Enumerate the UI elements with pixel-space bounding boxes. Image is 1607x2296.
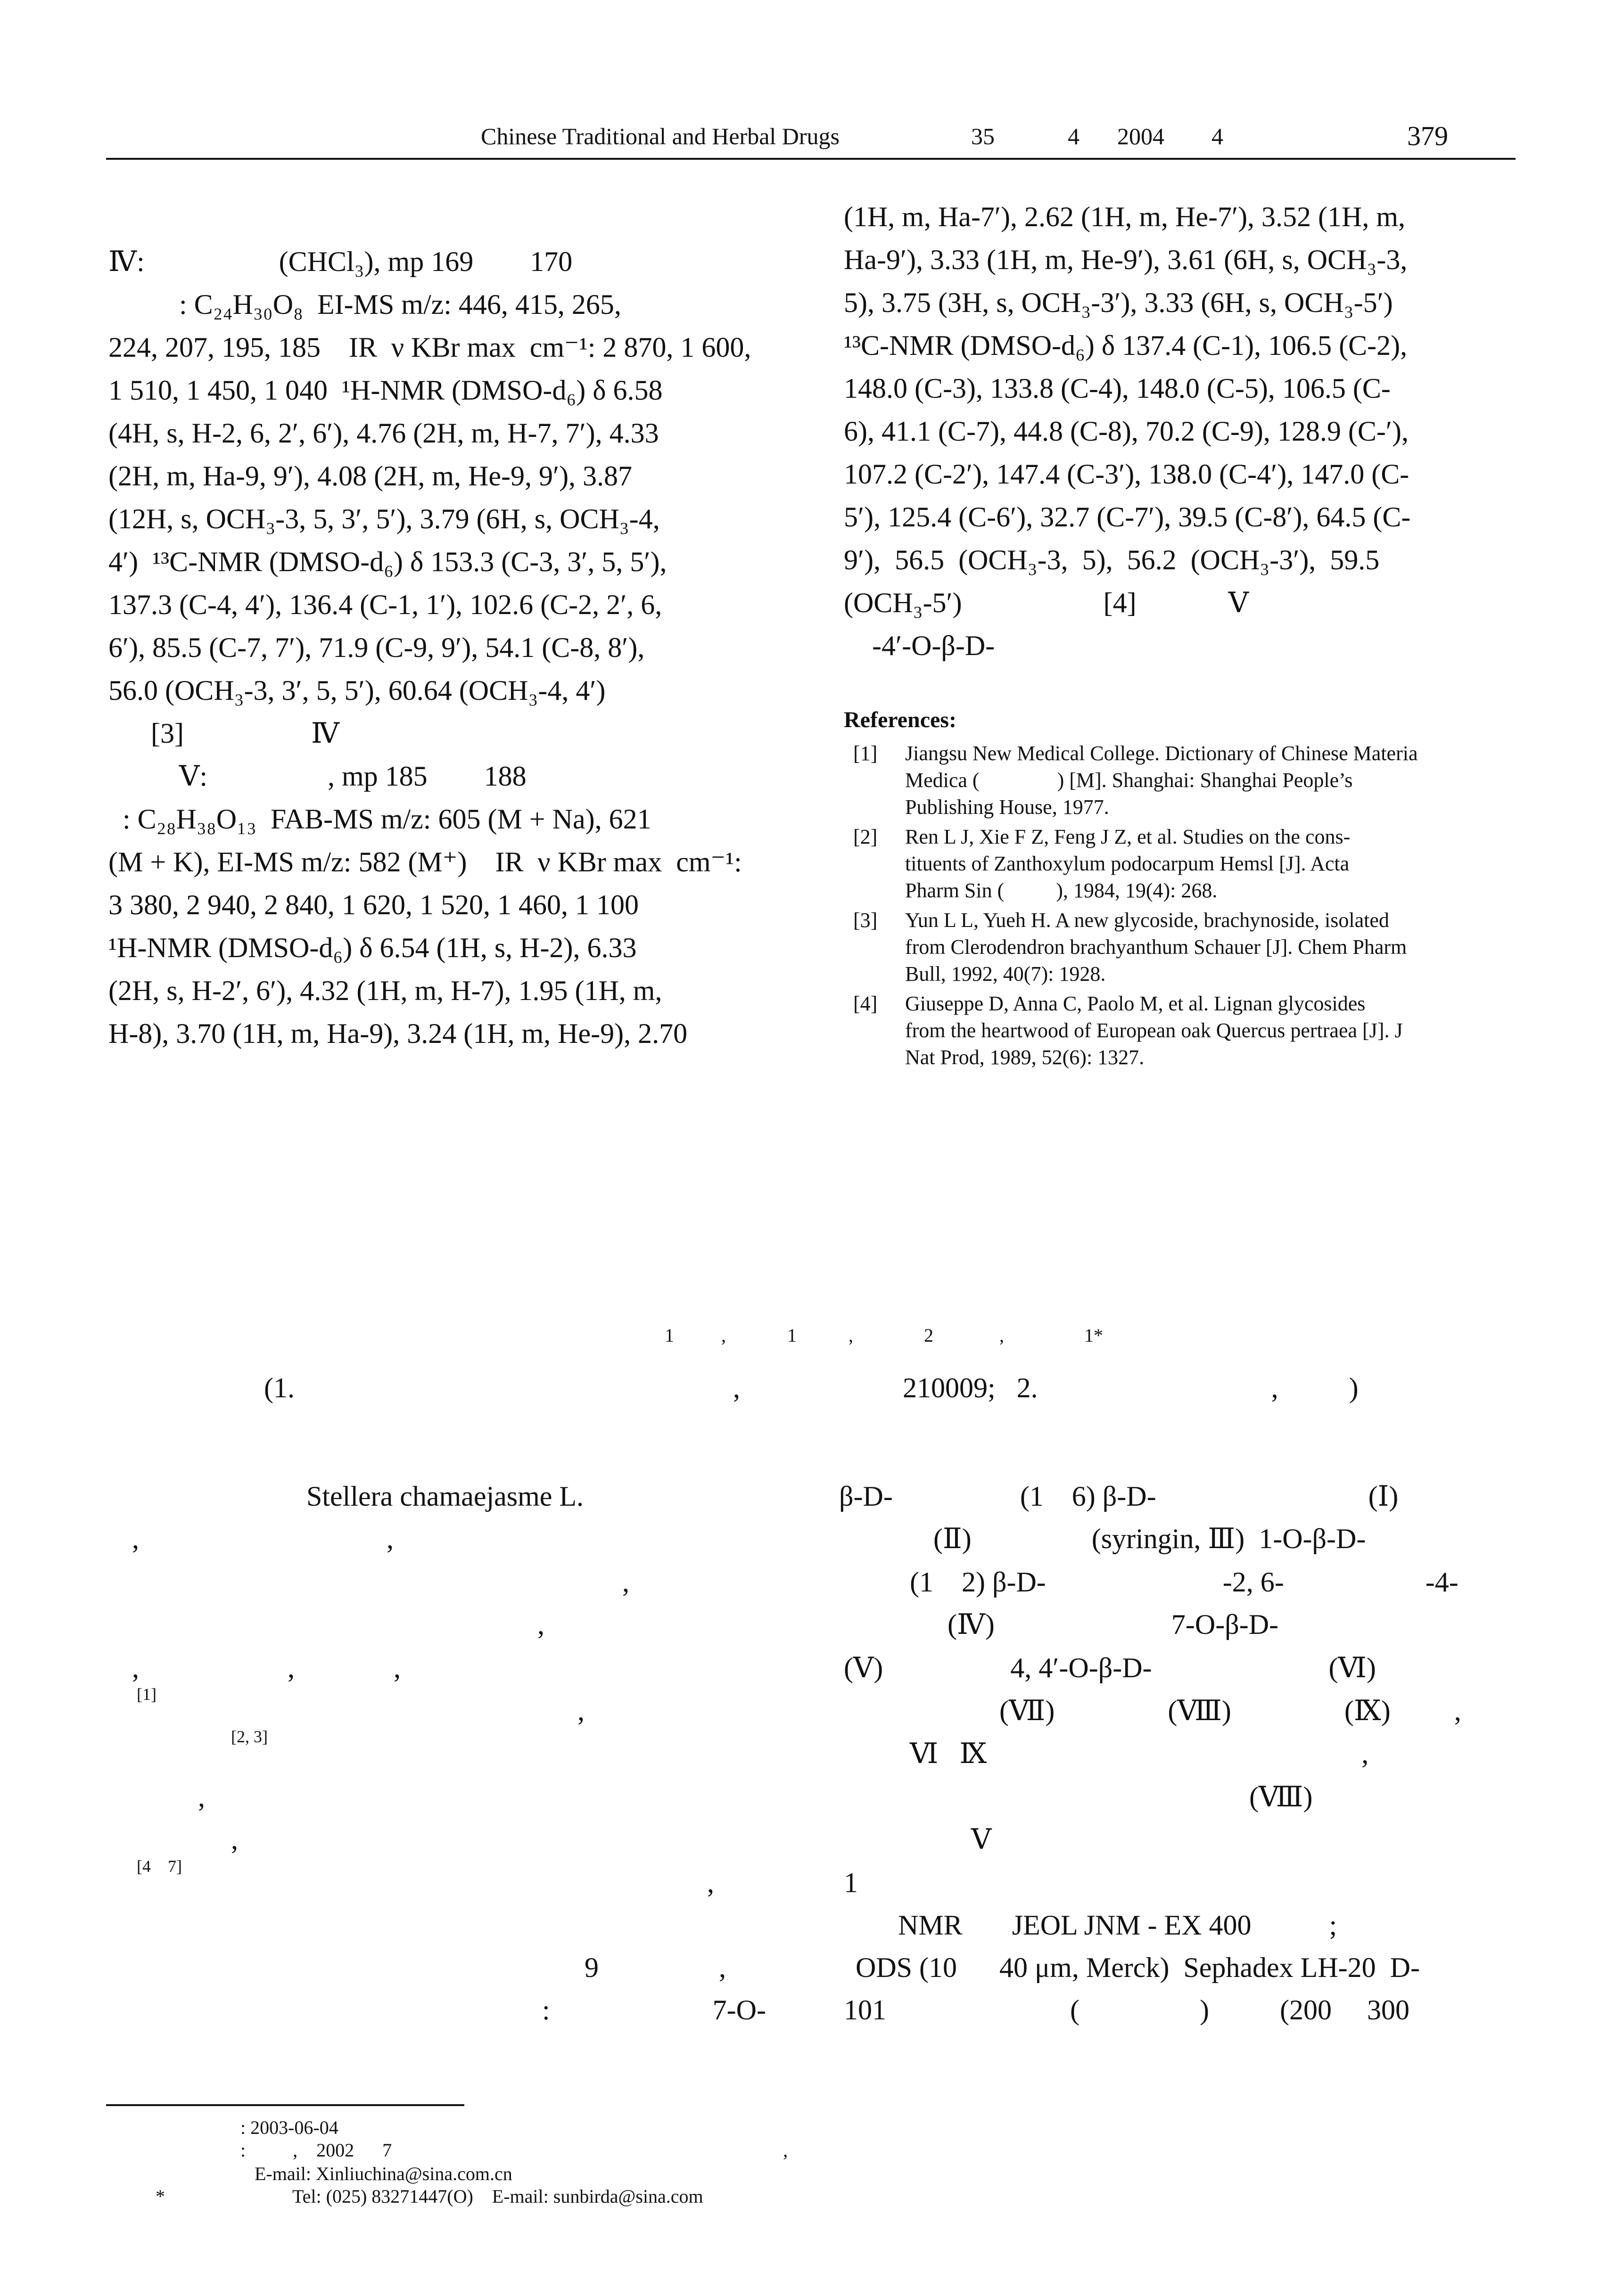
page-number: 379: [1407, 121, 1448, 151]
reference-number: [4]: [853, 992, 878, 1015]
text-fragment: Ⅴ: [971, 1824, 992, 1855]
text-line: ¹³C-NMR (DMSO-d₆) δ 137.4 (C-1), 106.5 (C-2),: [844, 330, 1408, 361]
running-header-issue: 4: [1068, 123, 1080, 149]
text-line: 6), 41.1 (C-7), 44.8 (C-8), 70.2 (C-9), 128.9 (C-′),: [844, 416, 1409, 447]
text-fragment: ,: [231, 1824, 238, 1855]
text-fragment: [4 7]: [137, 1857, 182, 1876]
text-line: 6′), 85.5 (C-7, 7′), 71.9 (C-9, 9′), 54.1 (C-8, 8′),: [108, 632, 645, 663]
running-header-journal: Chinese Traditional and Herbal Drugs: [481, 123, 840, 149]
reference-number: [1]: [853, 742, 878, 765]
reference-text: from the heartwood of European oak Quercus pertraea [J]. J: [905, 1019, 1403, 1042]
text-line: 1 510, 1 450, 1 040 ¹H-NMR (DMSO-d₆) δ 6.58: [108, 375, 663, 406]
reference-text: Nat Prod, 1989, 52(6): 1327.: [905, 1046, 1145, 1069]
text-fragment: ,: [537, 1609, 544, 1640]
text-fragment: [2, 3]: [231, 1727, 268, 1746]
affiliation-line: (1. , 210009; 2. , ): [264, 1372, 1359, 1403]
text-fragment: 9 ,: [585, 1952, 726, 1983]
text-line: [3] Ⅳ: [108, 718, 339, 749]
running-header-volume: 35: [971, 123, 995, 149]
footnote-contact: Tel: (025) 83271447(O) E-mail: sunbirda@sina.com: [292, 2186, 703, 2207]
text-fragment: (1 2) β-D- -2, 6- -4-: [910, 1566, 1459, 1598]
reference-text: Medica ( ) [M]. Shanghai: Shanghai People’s: [905, 769, 1353, 792]
text-line: ¹H-NMR (DMSO-d₆) δ 6.54 (1H, s, H-2), 6.33: [108, 932, 637, 963]
text-fragment: , ,: [132, 1523, 394, 1554]
text-fragment: Stellera chamaejasme L.: [306, 1481, 584, 1512]
text-fragment: : 7-O-: [542, 1994, 766, 2025]
text-fragment: 1: [844, 1867, 858, 1898]
reference-text: Pharm Sin ( ), 1984, 19(4): 268.: [905, 879, 1218, 902]
reference-text: from Clerodendron brachyanthum Schauer [J]. Chem Pharm: [905, 935, 1407, 959]
text-line: (4H, s, H-2, 6, 2′, 6′), 4.76 (2H, m, H-7, 7′), 4.33: [108, 418, 659, 449]
text-fragment: ,: [198, 1781, 205, 1812]
author-line: 1 , 1 , 2 , 1*: [665, 1325, 1103, 1346]
text-line: 137.3 (C-4, 4′), 136.4 (C-1, 1′), 102.6 (C-2, 2′, 6,: [108, 589, 662, 620]
running-header-month: 4: [1211, 123, 1223, 149]
text-fragment: ODS (10 40 μm, Merck) Sephadex LH-20 D-: [856, 1952, 1420, 1983]
text-line: (1H, m, Ha-7′), 2.62 (1H, m, He-7′), 3.52 (1H, m,: [844, 201, 1406, 232]
text-line: (M + K), EI-MS m/z: 582 (M⁺) IR ν KBr max cm⁻¹:: [108, 846, 742, 877]
text-line: 56.0 (OCH₃-3, 3′, 5, 5′), 60.64 (OCH₃-4, 4′): [108, 675, 606, 706]
text-fragment: (Ⅴ) 4, 4′-O-β-D- (Ⅵ): [844, 1652, 1376, 1683]
text-fragment: (Ⅳ) 7-O-β-D-: [948, 1609, 1279, 1640]
text-fragment: ,: [707, 1867, 714, 1898]
header-rule: [106, 158, 1516, 160]
footnote-corresponding-mark: *: [156, 2186, 165, 2207]
text-line: H-8), 3.70 (1H, m, Ha-9), 3.24 (1H, m, He-9), 2.70: [108, 1018, 688, 1049]
reference-number: [2]: [853, 825, 878, 848]
references-heading: References:: [844, 707, 956, 732]
reference-text: Ren L J, Xie F Z, Feng J Z, et al. Studies on the cons-: [905, 825, 1351, 848]
text-fragment: (Ⅶ) (Ⅷ) (Ⅸ) ,: [999, 1695, 1461, 1726]
text-line: Ha-9′), 3.33 (1H, m, He-9′), 3.61 (6H, s, OCH₃-3,: [844, 244, 1408, 275]
reference-text: Bull, 1992, 40(7): 1928.: [905, 962, 1106, 985]
text-line: 224, 207, 195, 185 IR ν KBr max cm⁻¹: 2 870, 1 600,: [108, 332, 751, 363]
text-fragment: ,: [577, 1695, 585, 1726]
text-line: (2H, m, Ha-9, 9′), 4.08 (2H, m, He-9, 9′), 3.87: [108, 460, 633, 492]
text-line: 5′), 125.4 (C-6′), 32.7 (C-7′), 39.5 (C-8′), 64.5 (C-: [844, 501, 1411, 533]
text-fragment: 101 ( ) (200 300: [844, 1994, 1409, 2025]
footnote-received: : 2003-06-04: [240, 2117, 338, 2138]
text-line: 5), 3.75 (3H, s, OCH₃-3′), 3.33 (6H, s, OCH₃-5′): [844, 287, 1393, 318]
text-line: : C₂₈H₃₈O₁₃ FAB-MS m/z: 605 (M + Na), 621: [108, 804, 651, 835]
reference-text: Publishing House, 1977.: [905, 795, 1109, 819]
text-line: 3 380, 2 940, 2 840, 1 620, 1 520, 1 460, 1 100: [108, 889, 639, 920]
running-header-year: 2004: [1117, 123, 1164, 149]
text-line: Ⅳ: (CHCl₃), mp 169 170: [108, 246, 573, 277]
right-column-compound-data: [844, 196, 1410, 667]
reference-text: Yun L L, Yueh H. A new glycoside, brachynoside, isolated: [905, 909, 1389, 932]
text-line: 4′) ¹³C-NMR (DMSO-d₆) δ 153.3 (C-3, 3′, 5, 5′),: [108, 546, 667, 577]
text-line: (12H, s, OCH₃-3, 5, 3′, 5′), 3.79 (6H, s, OCH₃-4,: [108, 503, 660, 534]
text-fragment: ,: [622, 1566, 629, 1598]
text-fragment: (Ⅱ) (syringin, Ⅲ) 1-O-β-D-: [933, 1523, 1366, 1554]
text-fragment: Ⅵ Ⅸ ,: [910, 1738, 1369, 1769]
text-fragment: , , ,: [132, 1652, 401, 1683]
text-line: -4′-O-β-D-: [844, 630, 995, 661]
footnote-email: E-mail: Xinliuchina@sina.com.cn: [255, 2163, 512, 2184]
text-line: (2H, s, H-2′, 6′), 4.32 (1H, m, H-7), 1.95 (1H, m,: [108, 975, 662, 1006]
text-line: Ⅴ: , mp 185 188: [108, 761, 527, 792]
text-line: : C₂₄H₃₀O₈ EI-MS m/z: 446, 415, 265,: [108, 289, 621, 320]
text-line: 107.2 (C-2′), 147.4 (C-3′), 138.0 (C-4′), 147.0 (C-: [844, 459, 1409, 490]
text-line: (OCH₃-5′) [4] Ⅴ: [844, 587, 1249, 618]
left-column-compound-data: [108, 240, 751, 1055]
reference-text: Giuseppe D, Anna C, Paolo M, et al. Lignan glycosides: [905, 992, 1366, 1015]
reference-number: [3]: [853, 909, 878, 932]
reference-text: Jiangsu New Medical College. Dictionary of Chinese Materia: [905, 742, 1418, 765]
text-fragment: (Ⅷ): [1249, 1781, 1313, 1812]
text-fragment: NMR JEOL JNM - EX 400 ;: [898, 1910, 1337, 1941]
reference-text: tituents of Zanthoxylum podocarpum Hemsl [J]. Acta: [905, 852, 1350, 875]
text-fragment: [1]: [137, 1685, 157, 1704]
footnote-author-info: : , 2002 7 ,: [240, 2140, 788, 2161]
footnote-rule: [106, 2104, 464, 2106]
text-line: 148.0 (C-3), 133.8 (C-4), 148.0 (C-5), 106.5 (C-: [844, 373, 1391, 404]
text-fragment: β-D- (1 6) β-D- (Ⅰ): [839, 1481, 1399, 1512]
text-line: 9′), 56.5 (OCH₃-3, 5), 56.2 (OCH₃-3′), 59.5: [844, 544, 1380, 575]
